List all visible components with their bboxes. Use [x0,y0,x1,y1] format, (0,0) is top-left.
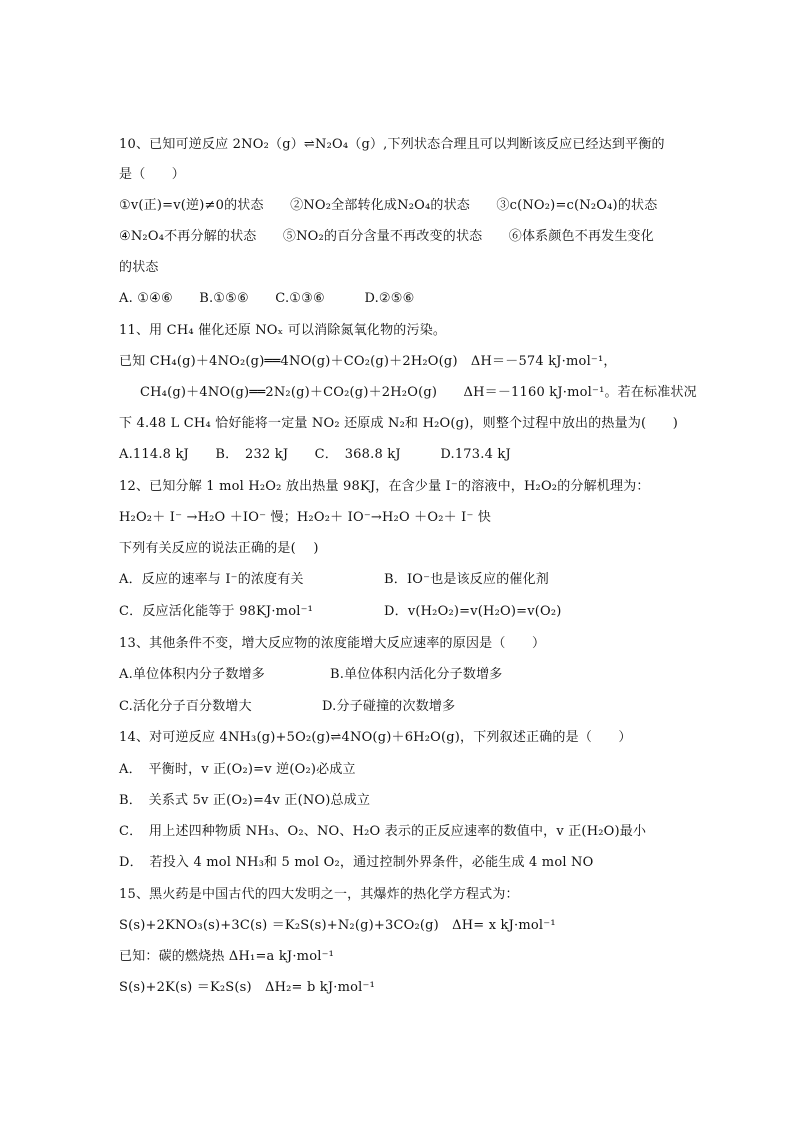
q12-question: 下列有关反应的说法正确的是( ) [119,541,319,556]
q13-option-c: C.活化分子百分数增大 [119,699,252,714]
q10-options: A. ①④⑥ B.①⑤⑥ C.①③⑥ D.②⑤⑥ [119,291,415,306]
q10-stem-line1: 10、已知可逆反应 2NO₂（g）⇌N₂O₄（g）,下列状态合理且可以判断该反应已经达到平衡的 [119,137,665,152]
q12-option-a: A．反应的速率与 I⁻的浓度有关 [119,572,304,587]
q12-stem: 12、已知分解 1 mol H₂O₂ 放出热量 98KJ，在含少量 I⁻的溶液中，H₂O₂的分解机理为： [119,479,650,494]
q11-equation1: 已知 CH₄(g)＋4NO₂(g)══4NO(g)＋CO₂(g)＋2H₂O(g) ΔH＝－574 kJ·mol⁻¹， [119,354,617,369]
q13-option-b: B.单位体积内活化分子数增多 [330,667,503,682]
q12-mechanism: H₂O₂＋ I⁻ →H₂O ＋IO⁻ 慢；H₂O₂＋ IO⁻→H₂O ＋O₂＋ I⁻ 快 [119,510,492,525]
q11-stem: 11、用 CH₄ 催化还原 NOₓ 可以消除氮氧化物的污染。 [119,323,447,338]
q15-given2: S(s)+2K(s) ＝K₂S(s) ΔH₂= b kJ·mol⁻¹ [119,980,376,995]
q10-conditions-line2: ④N₂O₄不再分解的状态 ⑤NO₂的百分含量不再改变的状态 ⑥体系颜色不再发生变化 [119,229,654,244]
q12-option-b: B．IO⁻也是该反应的催化剂 [384,572,550,587]
q11-equation2: CH₄(g)＋4NO(g)══2N₂(g)＋CO₂(g)＋2H₂O(g) ΔH＝－1160 kJ·mol⁻¹。若在标准状况 [140,385,697,400]
q14-option-b: B． 关系式 5v 正(O₂)=4v 正(NO)总成立 [119,793,371,808]
q11-options: A.114.8 kJ B． 232 kJ C． 368.8 kJ D.173.4 kJ [119,447,511,462]
q13-option-a: A.单位体积内分子数增多 [119,667,265,682]
q15-equation: S(s)+2KNO₃(s)+3C(s) ＝K₂S(s)+N₂(g)+3CO₂(g) ΔH= x kJ·mol⁻¹ [119,918,556,933]
q12-option-c: C．反应活化能等于 98KJ·mol⁻¹ [119,604,314,619]
q10-stem-line2: 是（ ） [119,167,186,182]
q14-option-d: D． 若投入 4 mol NH₃和 5 mol O₂，通过控制外界条件，必能生成 4 mol NO [119,855,594,870]
q14-stem: 14、对可逆反应 4NH₃(g)+5O₂(g)⇌4NO(g)＋6H₂O(g)，下列叙述正确的是（ ） [119,730,632,745]
q12-option-d: D．v(H₂O₂)=v(H₂O)=v(O₂) [384,604,562,619]
q13-stem: 13、其他条件不变，增大反应物的浓度能增大反应速率的原因是（ ） [119,636,546,651]
q15-given1: 已知：碳的燃烧热 ΔH₁=a kJ·mol⁻¹ [119,949,335,964]
q14-option-c: C． 用上述四种物质 NH₃、O₂、NO、H₂O 表示的正反应速率的数值中，v 正(H₂O)最小 [119,824,647,839]
q10-conditions-line1: ①v(正)=v(逆)≠0的状态 ②NO₂全部转化成N₂O₄的状态 ③c(NO₂)=c(N₂O₄)的状态 [119,198,658,213]
q10-conditions-line3: 的状态 [119,260,159,275]
q11-question: 下 4.48 L CH₄ 恰好能将一定量 NO₂ 还原成 N₂和 H₂O(g)，则整个过程中放出的热量为( ) [119,416,678,431]
q13-option-d: D.分子碰撞的次数增多 [322,699,456,714]
q14-option-a: A． 平衡时，v 正(O₂)=v 逆(O₂)必成立 [119,762,356,777]
q15-stem: 15、黑火药是中国古代的四大发明之一，其爆炸的热化学方程式为： [119,887,519,902]
